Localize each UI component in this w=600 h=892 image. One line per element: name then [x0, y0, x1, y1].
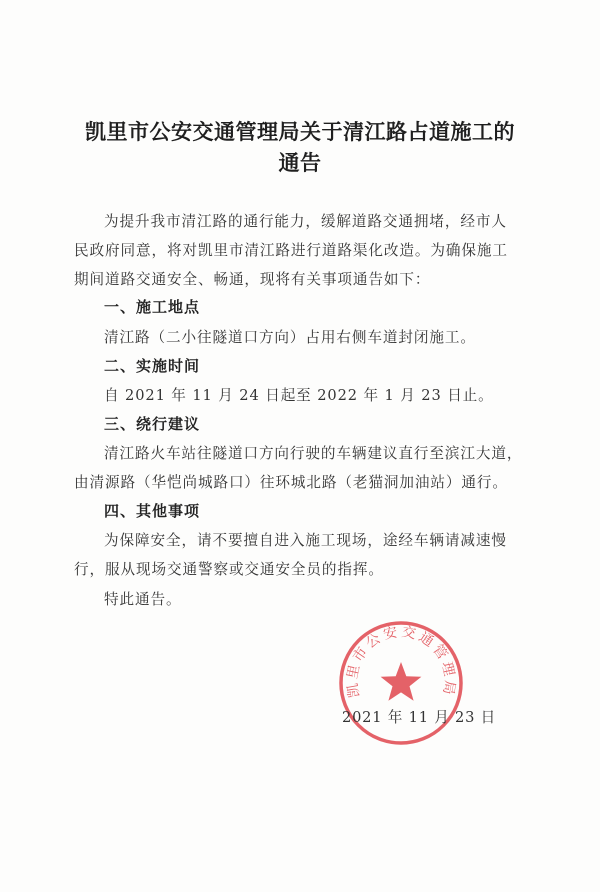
closing-text: 特此通告。	[104, 591, 182, 608]
intro-line-1: 为提升我市清江路的通行能力，缓解道路交通拥堵，经市人	[104, 213, 507, 230]
intro-line-3: 期间道路交通安全、畅通，现将有关事项通告如下：	[74, 271, 431, 288]
seal-text: 凯里市公安交通管理局	[344, 624, 458, 699]
section-location-text: 清江路（二小往隧道口方向）占用右侧车道封闭施工。	[104, 329, 476, 346]
section-heading-location: 一、施工地点	[104, 298, 201, 316]
section-heading-other: 四、其他事项	[104, 502, 201, 520]
intro-line-2: 民政府同意，将对凯里市清江路进行道路渠化改造。为确保施工	[74, 242, 508, 259]
seal-star-icon	[381, 662, 422, 701]
section-heading-time: 二、实施时间	[104, 357, 201, 375]
section-other-line-2: 行，服从现场交通警察或交通安全员的指挥。	[74, 561, 384, 578]
section-time-text: 自 2021 年 11 月 24 日起至 2022 年 1 月 23 日止。	[104, 387, 494, 404]
section-detour-line-2: 由清源路（华恺尚城路口）往环城北路（老猫洞加油站）通行。	[74, 474, 508, 491]
section-other-line-1: 为保障安全，请不要擅自进入施工现场，途经车辆请减速慢	[104, 532, 507, 549]
section-heading-detour: 三、绕行建议	[104, 415, 201, 433]
official-seal-stamp	[336, 618, 466, 748]
issue-date: 2021 年 11 月 23 日	[342, 709, 497, 726]
section-detour-line-1: 清江路火车站往隧道口方向行驶的车辆建议直行至滨江大道，	[104, 445, 523, 462]
notice-title: 凯里市公安交通管理局关于清江路占道施工的	[85, 119, 515, 144]
notice-title-line2: 通告	[278, 150, 322, 175]
